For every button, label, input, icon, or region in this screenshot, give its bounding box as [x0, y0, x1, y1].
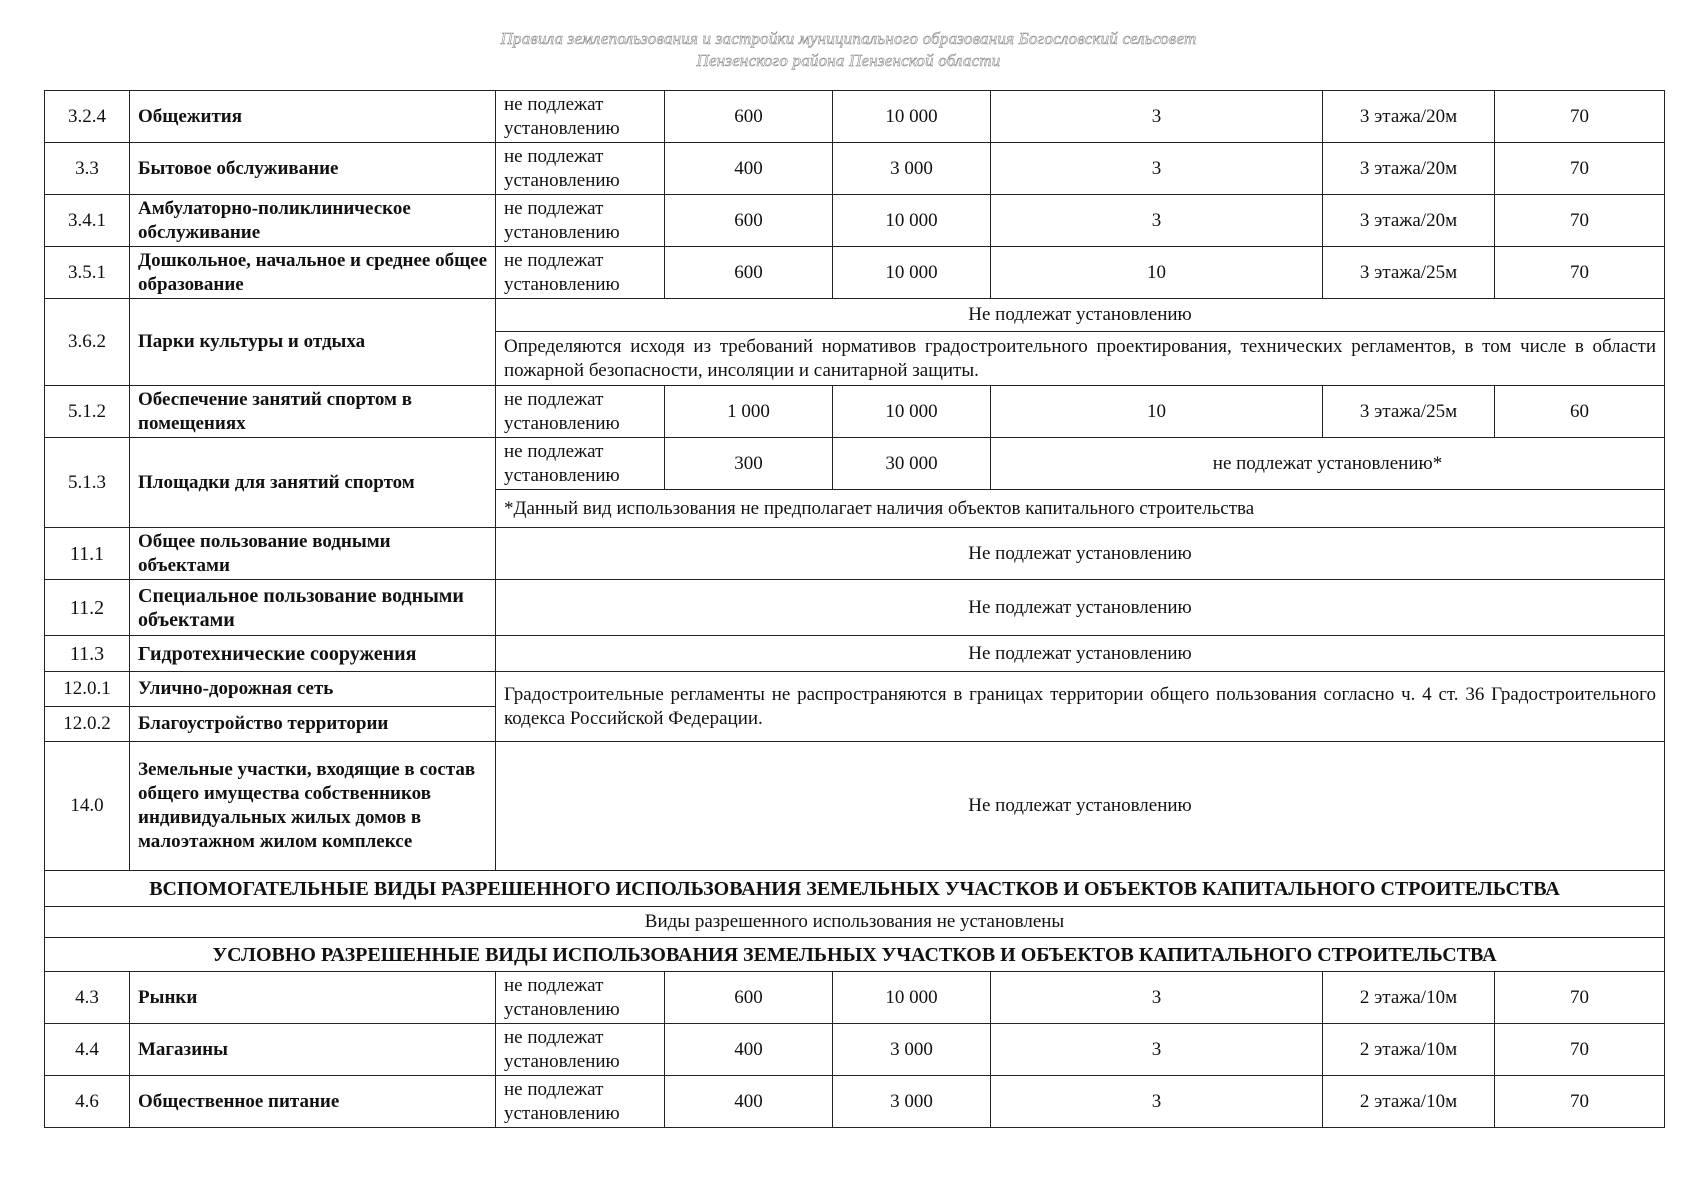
min-area-value: 1 000 [665, 386, 833, 438]
min-area-value: 600 [665, 972, 833, 1024]
header-line-2: Пензенского района Пензенской области [696, 51, 1001, 70]
indent-value: 3 [991, 91, 1323, 143]
coverage-value: 60 [1495, 386, 1665, 438]
running-header [0, 28, 1697, 72]
row-code: 3.2.4 [45, 91, 130, 143]
sport-grounds-note: *Данный вид использования не предполагает наличия объектов капитального строительства [496, 490, 1665, 528]
row-name: Магазины [130, 1024, 496, 1076]
height-value: 3 этажа/20м [1323, 143, 1495, 195]
row-code: 4.6 [45, 1076, 130, 1128]
table-row [45, 247, 1665, 299]
table-row [45, 91, 1665, 143]
height-value: 3 этажа/20м [1323, 91, 1495, 143]
max-area-value: 10 000 [833, 972, 991, 1024]
table-row [45, 972, 1665, 1024]
header-line-1: Правила землепользования и застройки муниципального образования Богословский сельсовет [500, 29, 1197, 48]
table-row [45, 299, 1665, 332]
row-code: 11.1 [45, 528, 130, 580]
table-row [45, 636, 1665, 672]
indent-value: 10 [991, 247, 1323, 299]
row-code: 4.3 [45, 972, 130, 1024]
table-row [45, 1076, 1665, 1128]
row-name: Площадки для занятий спортом [130, 438, 496, 528]
row-code: 3.5.1 [45, 247, 130, 299]
not-established-cell: Не подлежат установлению [496, 742, 1665, 871]
height-value: 3 этажа/20м [1323, 195, 1495, 247]
indent-value: 3 [991, 195, 1323, 247]
min-max-size-value: не подлежат установлению [496, 1024, 665, 1076]
row-name: Общее пользование водными объектами [130, 528, 496, 580]
row-name: Обеспечение занятий спортом в помещениях [130, 386, 496, 438]
max-area-value: 10 000 [833, 91, 991, 143]
table-row [45, 386, 1665, 438]
min-max-size-value: не подлежат установлению [496, 1076, 665, 1128]
height-value: 3 этажа/25м [1323, 247, 1495, 299]
indent-value: 3 [991, 972, 1323, 1024]
max-area-value: 3 000 [833, 1024, 991, 1076]
table-row [45, 143, 1665, 195]
row-code: 4.4 [45, 1024, 130, 1076]
table-row [45, 672, 1665, 707]
row-name: Улично-дорожная сеть [130, 672, 496, 707]
section-header-row [45, 938, 1665, 972]
coverage-value: 70 [1495, 143, 1665, 195]
max-area-value: 30 000 [833, 438, 991, 490]
row-code: 12.0.2 [45, 707, 130, 742]
indent-value: 3 [991, 1076, 1323, 1128]
row-code: 11.2 [45, 580, 130, 636]
coverage-value: 70 [1495, 195, 1665, 247]
coverage-value: 70 [1495, 247, 1665, 299]
min-max-size-value: не подлежат установлению [496, 143, 665, 195]
row-code: 5.1.3 [45, 438, 130, 528]
max-area-value: 3 000 [833, 143, 991, 195]
not-established-cell: Не подлежат установлению [496, 299, 1665, 332]
row-code: 3.3 [45, 143, 130, 195]
coverage-value: 70 [1495, 1024, 1665, 1076]
roads-note: Градостроительные регламенты не распространяются в границах территории общего пользования согласно ч. 4 ст. 36 Градостроительного кодекса Российской Федерации. [496, 672, 1665, 742]
parks-note: Определяются исходя из требований нормативов градостроительного проектирования, технических регламентов, в том числе в области пожарной безопасности, инсоляции и санитарной защиты. [496, 332, 1665, 386]
min-area-value: 400 [665, 143, 833, 195]
cond-section-title: УСЛОВНО РАЗРЕШЕННЫЕ ВИДЫ ИСПОЛЬЗОВАНИЯ ЗЕМЕЛЬНЫХ УЧАСТКОВ И ОБЪЕКТОВ КАПИТАЛЬНОГО СТРОИТЕЛЬСТВА [45, 938, 1665, 972]
row-name: Общественное питание [130, 1076, 496, 1128]
not-established-cell: Не подлежат установлению [496, 636, 1665, 672]
min-max-size-value: не подлежат установлению [496, 386, 665, 438]
not-established-cell: Не подлежат установлению [496, 580, 1665, 636]
height-value: 3 этажа/25м [1323, 386, 1495, 438]
max-area-value: 3 000 [833, 1076, 991, 1128]
min-max-size-value: не подлежат установлению [496, 438, 665, 490]
section-header-row [45, 871, 1665, 907]
row-code: 3.4.1 [45, 195, 130, 247]
row-name: Земельные участки, входящие в состав общего имущества собственников индивидуальных жилых домов в малоэтажном жилом комплексе [130, 742, 496, 871]
coverage-value: 70 [1495, 972, 1665, 1024]
row-code: 3.6.2 [45, 299, 130, 386]
table-row [45, 907, 1665, 938]
row-name: Дошкольное, начальное и среднее общее образование [130, 247, 496, 299]
min-area-value: 300 [665, 438, 833, 490]
min-max-size-value: не подлежат установлению [496, 195, 665, 247]
height-value: 2 этажа/10м [1323, 1076, 1495, 1128]
max-area-value: 10 000 [833, 247, 991, 299]
not-established-cell: Не подлежат установлению [496, 528, 1665, 580]
max-area-value: 10 000 [833, 195, 991, 247]
min-max-size-value: не подлежат установлению [496, 247, 665, 299]
table-row [45, 195, 1665, 247]
row-name: Рынки [130, 972, 496, 1024]
min-max-size-value: не подлежат установлению [496, 91, 665, 143]
coverage-value: 70 [1495, 91, 1665, 143]
indent-value: 10 [991, 386, 1323, 438]
row-name: Благоустройство территории [130, 707, 496, 742]
row-name: Амбулаторно-поликлиническое обслуживание [130, 195, 496, 247]
min-area-value: 600 [665, 91, 833, 143]
table-row [45, 742, 1665, 871]
min-max-size-value: не подлежат установлению [496, 972, 665, 1024]
min-area-value: 600 [665, 247, 833, 299]
row-name: Общежития [130, 91, 496, 143]
table-row [45, 528, 1665, 580]
table-row [45, 580, 1665, 636]
coverage-value: 70 [1495, 1076, 1665, 1128]
max-area-value: 10 000 [833, 386, 991, 438]
regulations-table [44, 90, 1665, 1128]
row-name: Парки культуры и отдыха [130, 299, 496, 386]
row-code: 11.3 [45, 636, 130, 672]
min-area-value: 400 [665, 1024, 833, 1076]
table-row [45, 438, 1665, 490]
height-value: 2 этажа/10м [1323, 972, 1495, 1024]
row-code: 12.0.1 [45, 672, 130, 707]
aux-section-title: ВСПОМОГАТЕЛЬНЫЕ ВИДЫ РАЗРЕШЕННОГО ИСПОЛЬЗОВАНИЯ ЗЕМЕЛЬНЫХ УЧАСТКОВ И ОБЪЕКТОВ КАПИТАЛЬНОГО СТРОИТЕЛЬСТВА [45, 871, 1665, 907]
min-area-value: 400 [665, 1076, 833, 1128]
min-area-value: 600 [665, 195, 833, 247]
indent-value: 3 [991, 143, 1323, 195]
row-name: Бытовое обслуживание [130, 143, 496, 195]
row-code: 14.0 [45, 742, 130, 871]
table-row [45, 1024, 1665, 1076]
height-value: 2 этажа/10м [1323, 1024, 1495, 1076]
row-name: Специальное пользование водными объектами [130, 580, 496, 636]
row-name: Гидротехнические сооружения [130, 636, 496, 672]
aux-section-note: Виды разрешенного использования не установлены [45, 907, 1665, 938]
indent-value: 3 [991, 1024, 1323, 1076]
rest-not-established: не подлежат установлению* [991, 438, 1665, 490]
row-code: 5.1.2 [45, 386, 130, 438]
